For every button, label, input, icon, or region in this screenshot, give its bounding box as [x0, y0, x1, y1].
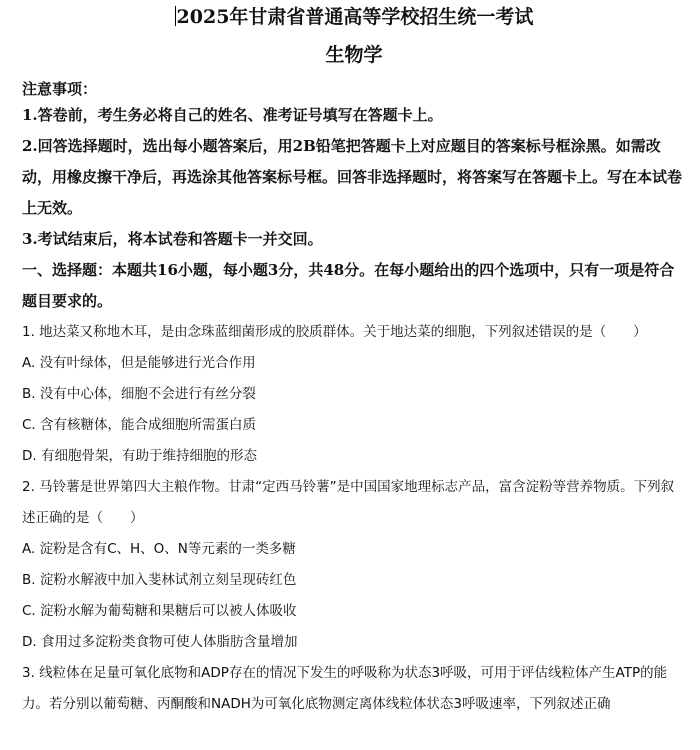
- exam-title: [22, 6, 686, 28]
- text-cursor: [175, 6, 176, 26]
- question-2-option-a: A. 淀粉是含有C、H、O、N等元素的一类多糖: [22, 541, 296, 557]
- question-1-option-d: D. 有细胞骨架，有助于维持细胞的形态: [22, 448, 257, 464]
- notice-item-3: 3.考试结束后，将本试卷和答题卡一并交回。: [22, 230, 323, 248]
- question-2-option-b: B. 淀粉水解液中加入斐林试剂立刻呈现砖红色: [22, 572, 297, 588]
- question-3-stem: 3. 线粒体在足量可氧化底物和ADP存在的情况下发生的呼吸称为状态3呼吸，可用于评估线粒体产生ATP的能力。若分别以葡萄糖、丙酮酸和NADH为可氧化底物测定离体线粒体状态3呼吸速率，下列叙述正确: [22, 665, 668, 712]
- question-2-option-c: C. 淀粉水解为葡萄糖和果糖后可以被人体吸收: [22, 603, 297, 619]
- question-2-option-d: D. 食用过多淀粉类食物可使人体脂肪含量增加: [22, 634, 298, 650]
- question-1-option-a: A. 没有叶绿体，但是能够进行光合作用: [22, 355, 256, 371]
- notice-heading: 注意事项：: [22, 80, 98, 98]
- question-1-option-c: C. 含有核糖体，能合成细胞所需蛋白质: [22, 417, 257, 433]
- exam-title-text: 2025年甘肃省普通高等学校招生统一考试: [176, 6, 534, 28]
- question-2-stem: 2. 马铃薯是世界第四大主粮作物。甘肃“定西马铃薯”是中国国家地理标志产品，富含淀粉等营养物质。下列叙述正确的是（ ）: [22, 479, 675, 526]
- notice-item-1: 1.答卷前，考生务必将自己的姓名、准考证号填写在答题卡上。: [22, 106, 443, 124]
- exam-page: [0, 6, 700, 750]
- section-heading: 一、选择题：本题共16小题，每小题3分，共48分。在每小题给出的四个选项中，只有一项是符合题目要求的。: [22, 261, 675, 310]
- notice-item-2: 2.回答选择题时，选出每小题答案后，用2B铅笔把答题卡上对应题目的答案标号框涂黑。如需改动，用橡皮擦干净后，再选涂其他答案标号框。回答非选择题时，将答案写在答题卡上。写在本试卷上无效。: [22, 137, 683, 217]
- subject-title: 生物学: [325, 44, 383, 66]
- question-1-stem: 1. 地达菜又称地木耳，是由念珠蓝细菌形成的胶质群体。关于地达菜的细胞，下列叙述错误的是（ ）: [22, 324, 647, 340]
- question-1-option-b: B. 没有中心体，细胞不会进行有丝分裂: [22, 386, 256, 402]
